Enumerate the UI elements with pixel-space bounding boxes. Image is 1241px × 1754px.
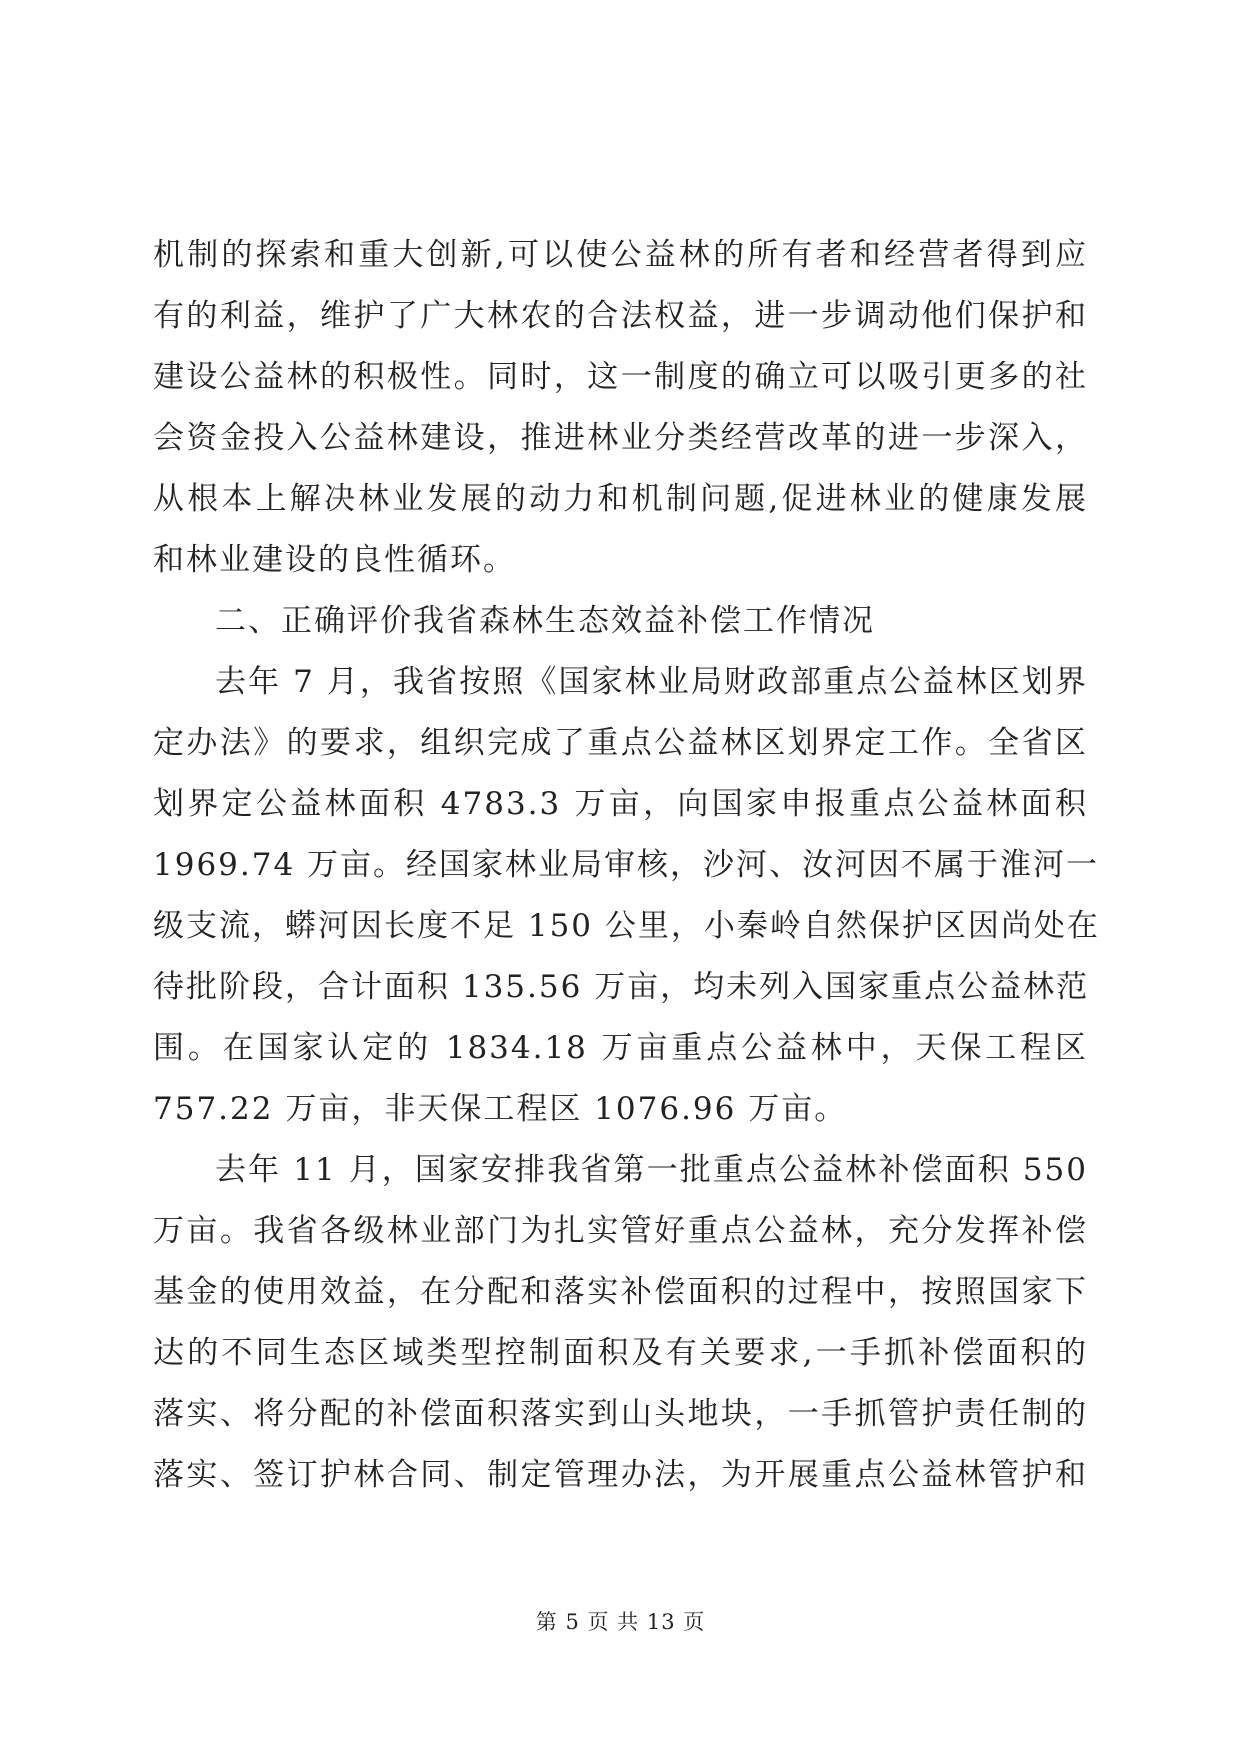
- text-line: 757.22 万亩，非天保工程区 1076.96 万亩。: [153, 1091, 848, 1127]
- text-line: 1969.74 万亩。经国家林业局审核，沙河、汝河因不属于淮河一: [153, 847, 1100, 883]
- text-line: 有的利益，维护了广大林农的合法权益，进一步调动他们保护和: [153, 298, 1088, 334]
- text-line: 待批阶段，合计面积 135.56 万亩，均未列入国家重点公益林范: [153, 969, 1090, 1005]
- text-line: 会资金投入公益林建设，推进林业分类经营改革的进一步深入，: [153, 420, 1088, 456]
- text-line: 划界定公益林面积 4783.3 万亩，向国家申报重点公益林面积: [153, 786, 1088, 822]
- text-line: 去年 7 月，我省按照《国家林业局财政部重点公益林区划界: [215, 664, 1088, 700]
- text-line: 二、正确评价我省森林生态效益补偿工作情况: [215, 603, 875, 639]
- text-line: 落实、签订护林合同、制定管理办法，为开展重点公益林管护和: [153, 1457, 1088, 1493]
- text-line: 达的不同生态区域类型控制面积及有关要求,一手抓补偿面积的: [153, 1335, 1088, 1371]
- text-line: 从根本上解决林业发展的动力和机制问题,促进林业的健康发展: [153, 481, 1088, 517]
- text-line: 级支流，蟒河因长度不足 150 公里，小秦岭自然保护区因尚处在: [153, 908, 1100, 944]
- text-line: 落实、将分配的补偿面积落实到山头地块，一手抓管护责任制的: [153, 1396, 1088, 1432]
- text-line: 机制的探索和重大创新,可以使公益林的所有者和经营者得到应: [153, 237, 1088, 273]
- text-line: 和林业建设的良性循环。: [153, 542, 516, 578]
- text-line: 基金的使用效益，在分配和落实补偿面积的过程中，按照国家下: [153, 1274, 1088, 1310]
- document-body: [153, 225, 1100, 1506]
- text-line: 建设公益林的积极性。同时，这一制度的确立可以吸引更多的社: [153, 359, 1088, 395]
- text-line: 万亩。我省各级林业部门为扎实管好重点公益林，充分发挥补偿: [153, 1213, 1088, 1249]
- text-line: 围。在国家认定的 1834.18 万亩重点公益林中，天保工程区: [153, 1030, 1088, 1066]
- text-line: 定办法》的要求，组织完成了重点公益林区划界定工作。全省区: [153, 725, 1088, 761]
- page-footer: 第 5 页 共 13 页: [535, 1610, 706, 1634]
- text-line: 去年 11 月，国家安排我省第一批重点公益林补偿面积 550: [215, 1152, 1088, 1188]
